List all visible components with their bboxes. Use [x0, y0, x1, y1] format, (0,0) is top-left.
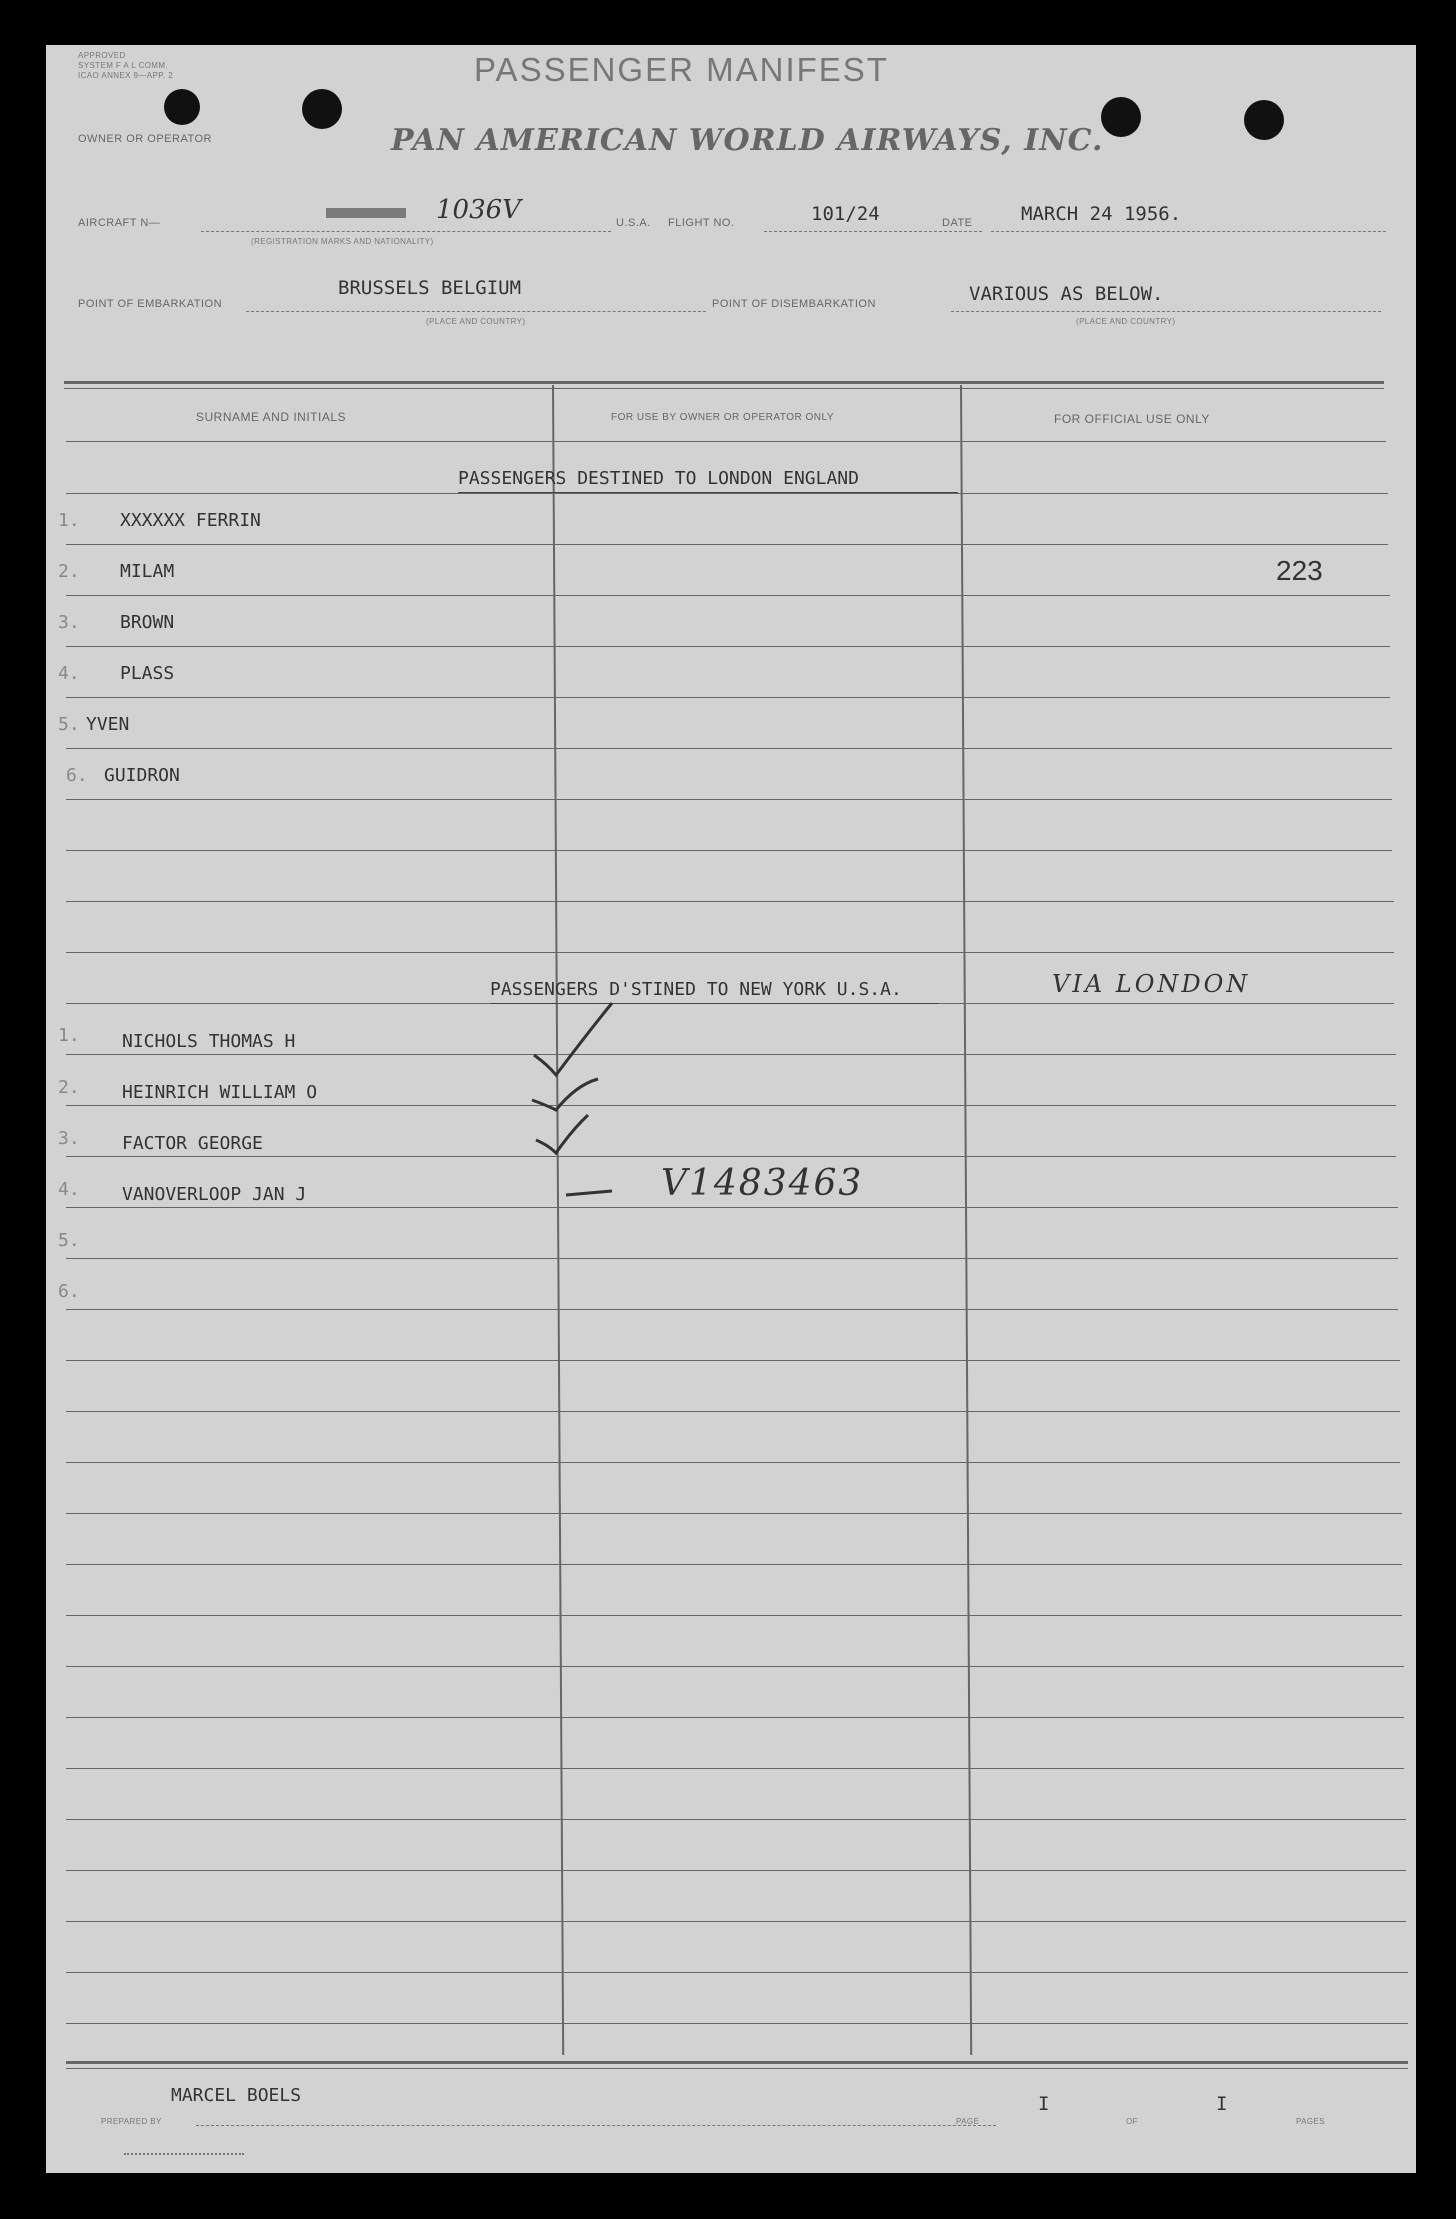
column-divider-1 [552, 385, 564, 2055]
page-label: PAGE [956, 2117, 980, 2126]
passenger-name: BROWN [120, 612, 175, 633]
passenger-name: HEINRICH WILLIAM O [122, 1082, 318, 1103]
row-number: 5. [58, 714, 80, 735]
aircraft-value: 1036V [436, 195, 521, 225]
row-number: 3. [58, 612, 80, 633]
aircraft-label: AIRCRAFT N— [78, 217, 161, 229]
prepared-by-value: MARCEL BOELS [171, 2085, 302, 2106]
of-value: I [1216, 2093, 1228, 2115]
flight-value: 101/24 [811, 203, 880, 225]
passenger-name: GUIDRON [104, 765, 180, 786]
prepared-underline [196, 2125, 996, 2126]
date-label: DATE [942, 217, 973, 229]
column-divider-2 [960, 385, 972, 2055]
date-underline [991, 231, 1386, 232]
prepared-by-label: PREPARED BY [101, 2117, 162, 2126]
section1-title: PASSENGERS DESTINED TO LONDON ENGLAND [458, 468, 859, 489]
row-number: 5. [58, 1230, 80, 1251]
section2-title: PASSENGERS D'STINED TO NEW YORK U.S.A. [490, 979, 902, 1000]
passenger-name: MILAM [120, 561, 175, 582]
row-number: 1. [58, 510, 80, 531]
passenger-name: FACTOR GEORGE [122, 1133, 263, 1154]
flight-label: FLIGHT NO. [668, 217, 735, 229]
header-official: FOR OFFICIAL USE ONLY [1054, 412, 1210, 426]
embark-underline [246, 311, 706, 312]
passenger-name: PLASS [120, 663, 175, 684]
row-number: 2. [58, 561, 80, 582]
flight-underline [764, 231, 982, 232]
date-value: MARCH 24 1956. [1021, 203, 1182, 225]
passenger-name: YVEN [86, 714, 130, 735]
handwritten-number: V1483463 [661, 1163, 864, 1204]
aircraft-sub: (REGISTRATION MARKS AND NATIONALITY) [251, 237, 434, 246]
passenger-name: XXXXXX FERRIN [120, 510, 261, 531]
row-number: 4. [58, 663, 80, 684]
embark-label: POINT OF EMBARKATION [78, 298, 223, 310]
manifest-page [46, 45, 1416, 2173]
page-value: I [1038, 2093, 1050, 2115]
approval-line-1: APPROVED [78, 51, 126, 60]
row-number: 4. [58, 1179, 80, 1200]
embark-sub: (PLACE AND COUNTRY) [426, 317, 526, 326]
page-title: PASSENGER MANIFEST [474, 51, 889, 88]
embark-value: BRUSSELS BELGIUM [338, 277, 522, 299]
passenger-name: VANOVERLOOP JAN J [122, 1184, 307, 1205]
header-operator: FOR USE BY OWNER OR OPERATOR ONLY [611, 412, 835, 423]
owner-value: PAN AMERICAN WORLD AIRWAYS, INC. [391, 123, 1104, 158]
header-surname: SURNAME AND INITIALS [196, 410, 347, 424]
approval-line-3: ICAO ANNEX 9—APP. 2 [78, 71, 174, 80]
row-number: 2. [58, 1077, 80, 1098]
initials-scribble [124, 2145, 244, 2155]
disembark-underline [951, 311, 1381, 312]
disembark-sub: (PLACE AND COUNTRY) [1076, 317, 1176, 326]
row-number: 6. [58, 1281, 80, 1302]
owner-label: OWNER OR OPERATOR [78, 133, 212, 145]
aircraft-underline [201, 231, 611, 232]
section2-note: VIA LONDON [1052, 970, 1251, 998]
checkmark-icon [526, 995, 666, 1215]
row-number: 1. [58, 1025, 80, 1046]
disembark-value: VARIOUS AS BELOW. [969, 283, 1164, 305]
table-top-rule-2 [64, 388, 1384, 389]
row-number: 6. [66, 765, 88, 786]
aircraft-strikeout [326, 208, 406, 218]
punch-hole-icon [302, 89, 342, 129]
punch-hole-icon [1101, 97, 1141, 137]
of-label: OF [1126, 2117, 1138, 2126]
disembark-label: POINT OF DISEMBARKATION [712, 298, 876, 310]
section1-title-underline [458, 492, 958, 493]
table-top-rule [64, 381, 1384, 384]
passenger-name: NICHOLS THOMAS H [122, 1031, 296, 1052]
row-number: 3. [58, 1128, 80, 1149]
stamp-number: 223 [1276, 555, 1323, 586]
punch-hole-icon [1244, 100, 1284, 140]
pages-label: PAGES [1296, 2117, 1325, 2126]
punch-hole-icon [164, 89, 200, 125]
approval-line-2: SYSTEM F A L COMM. [78, 61, 169, 70]
usa-label: U.S.A. [616, 217, 651, 229]
